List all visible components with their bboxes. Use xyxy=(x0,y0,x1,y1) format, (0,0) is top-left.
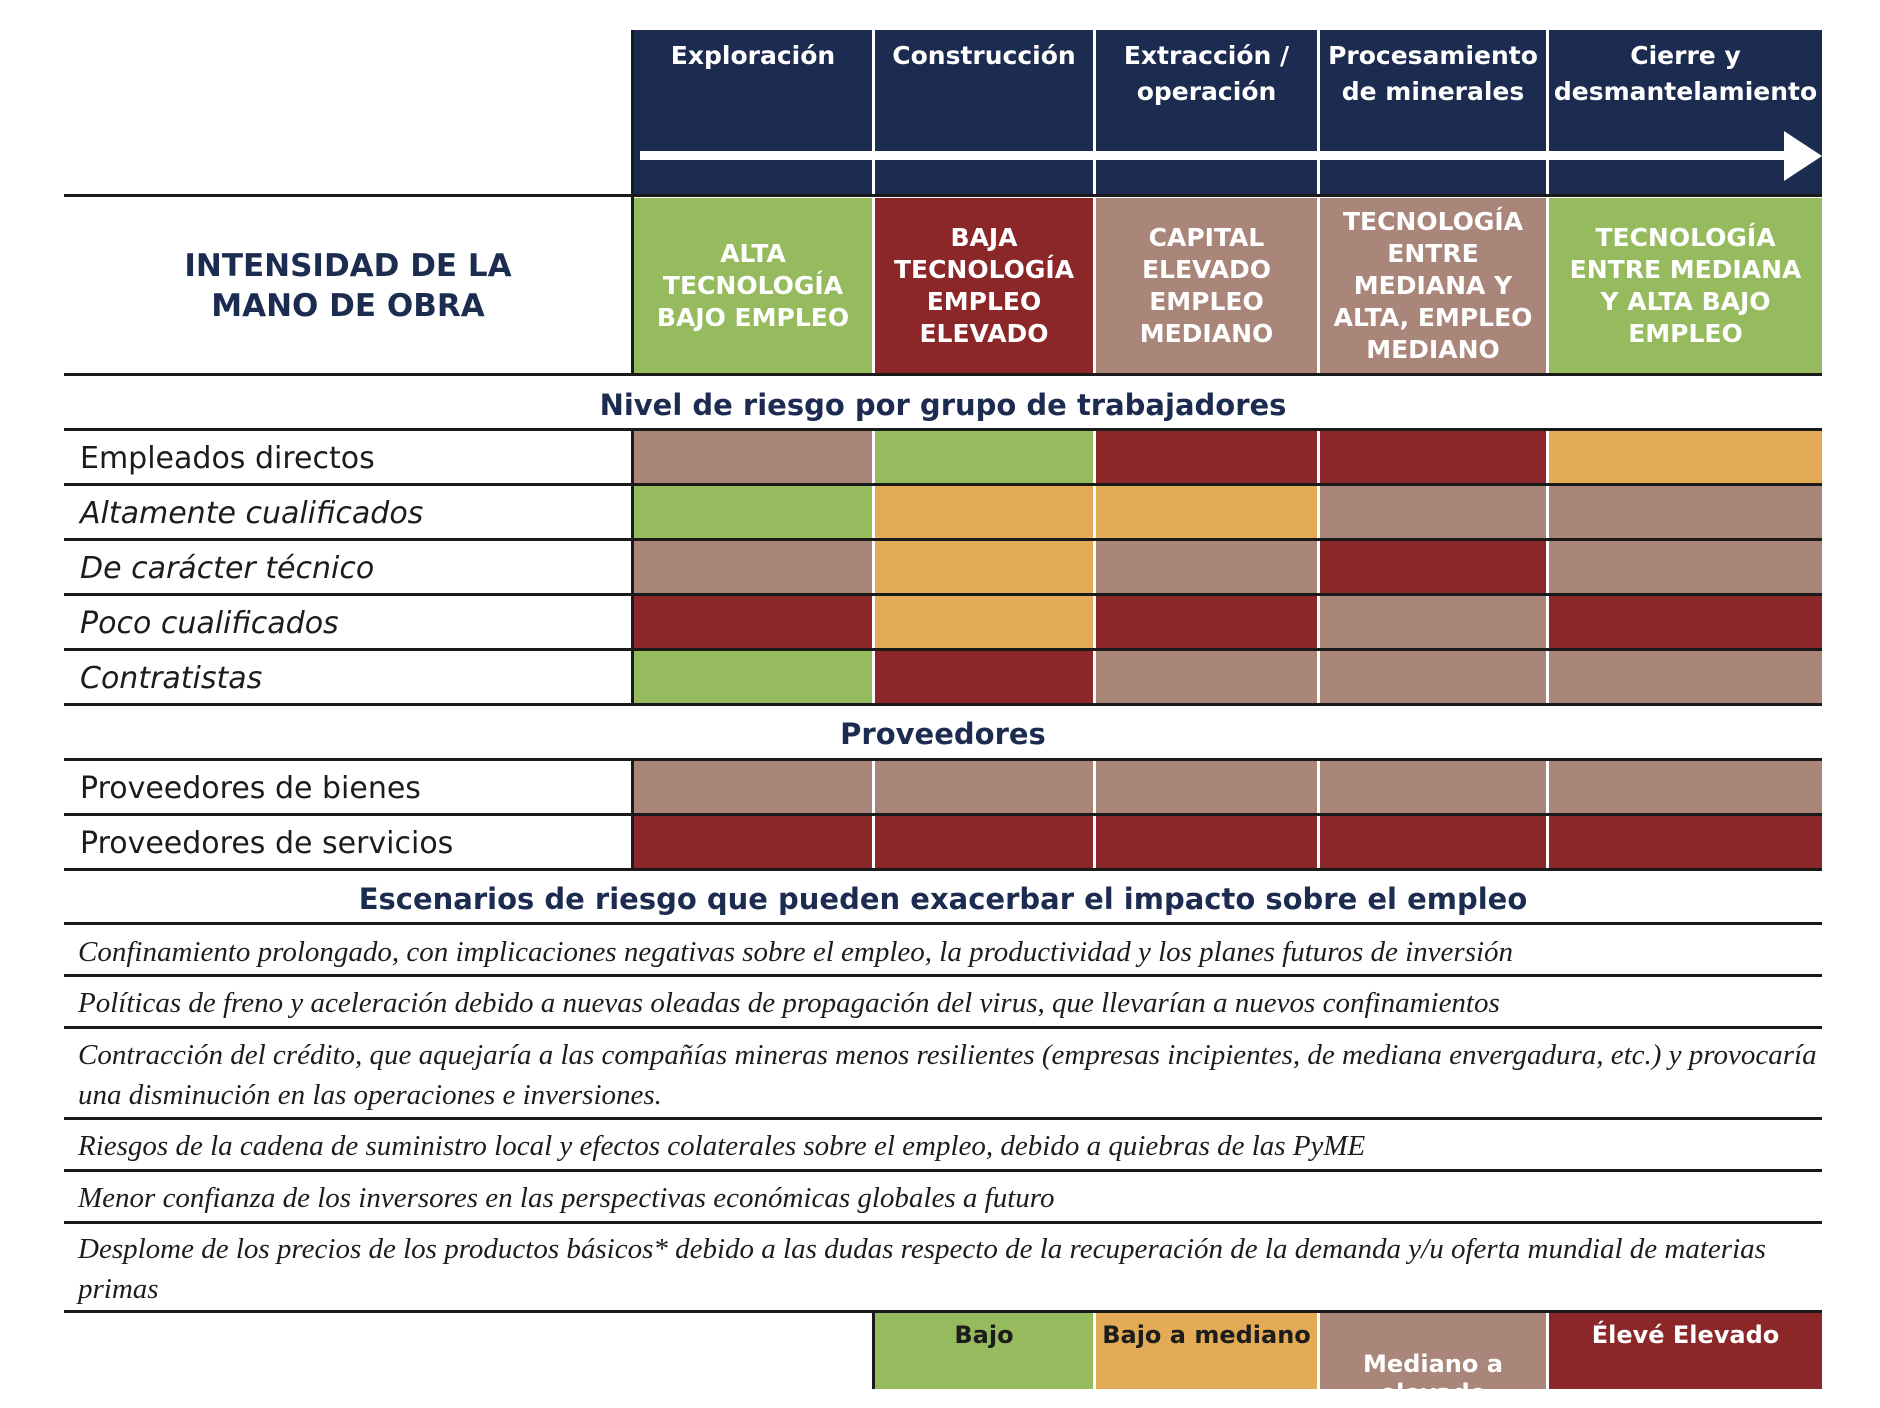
divider xyxy=(64,194,1822,197)
scenario-item: Riesgos de la cadena de suministro local y efectos colaterales sobre el empleo, debido a quiebras de las PyME xyxy=(78,1130,1366,1162)
risk-cell-bajo xyxy=(634,486,872,538)
row-label: De carácter técnico xyxy=(80,551,375,586)
row-label: Empleados directos xyxy=(80,441,375,476)
divider xyxy=(64,373,1822,376)
risk-cell-elevado xyxy=(634,596,872,648)
scenario-item: Menor confianza de los inversores en las perspectivas económicas globales a futuro xyxy=(78,1182,1055,1214)
divider xyxy=(64,922,1822,925)
divider xyxy=(64,868,1822,871)
divider xyxy=(64,1026,1822,1029)
scenario-item: Confinamiento prolongado, con implicaciones negativas sobre el empleo, la productividad y los planes futuros de inversión xyxy=(78,936,1514,968)
stage-procesamiento: Procesamiento de minerales xyxy=(1320,30,1546,195)
risk-cell-bajo-a-mediano xyxy=(1096,486,1317,538)
legend-separator xyxy=(872,1310,875,1389)
intensity-cell: CAPITAL ELEVADO EMPLEO MEDIANO xyxy=(1096,198,1317,373)
risk-cell-mediano-a-elevado xyxy=(1096,651,1317,703)
legend-item-bajo-a-mediano: Bajo a mediano xyxy=(1096,1313,1317,1389)
scenario-item: Políticas de freno y aceleración debido a nuevas oleadas de propagación del virus, que llevarían a nuevos confinamientos xyxy=(78,987,1500,1019)
risk-cell-mediano-a-elevado xyxy=(634,541,872,593)
scenario-item: Contracción del crédito, que aquejaría a las compañías mineras menos resilientes (empresas incipientes, de mediana envergadura, etc.) y provocaría una disminución en las operaciones e inversiones. xyxy=(78,1039,1817,1111)
divider xyxy=(64,974,1822,977)
risk-cell-elevado xyxy=(1320,431,1546,483)
risk-cell-elevado xyxy=(1320,541,1546,593)
divider xyxy=(64,1221,1822,1224)
intensity-cell: TECNOLOGÍA ENTRE MEDIANA Y ALTA, EMPLEO MEDIANO xyxy=(1320,198,1546,373)
stage-construccion: Construcción xyxy=(875,30,1093,195)
label-grid-separator xyxy=(631,30,634,373)
risk-cell-bajo-a-mediano xyxy=(1549,431,1822,483)
risk-cell-bajo xyxy=(634,651,872,703)
risk-cell-mediano-a-elevado xyxy=(1549,651,1822,703)
risk-cell-bajo-a-mediano xyxy=(875,541,1093,593)
row-label: Poco cualificados xyxy=(80,606,339,641)
stage-arrow-icon xyxy=(634,128,1824,188)
legend-item-elevado: Élevé Elevado xyxy=(1549,1313,1822,1389)
risk-cell-mediano-a-elevado xyxy=(1096,541,1317,593)
intensity-title: INTENSIDAD DE LA MANO DE OBRA xyxy=(184,247,512,324)
section-title-scenarios: Escenarios de riesgo que pueden exacerbar el impacto sobre el empleo xyxy=(358,882,1528,916)
intensity-cell: ALTA TECNOLOGÍA BAJO EMPLEO xyxy=(634,198,872,373)
label-grid-separator xyxy=(631,428,634,706)
risk-cell-mediano-a-elevado xyxy=(1320,761,1546,813)
stage-extraccion: Extracción / operación xyxy=(1096,30,1317,195)
row-label: Contratistas xyxy=(80,661,263,696)
intensity-cell: BAJA TECNOLOGÍA EMPLEO ELEVADO xyxy=(875,198,1093,373)
risk-cell-mediano-a-elevado xyxy=(1320,651,1546,703)
section-title-suppliers: Proveedores xyxy=(840,717,1046,751)
row-label: Altamente cualificados xyxy=(80,496,424,531)
row-label: Proveedores de servicios xyxy=(80,826,454,861)
divider xyxy=(64,1117,1822,1120)
divider xyxy=(64,703,1822,706)
label-grid-separator xyxy=(631,758,634,871)
legend-item-bajo: Bajo xyxy=(875,1313,1093,1389)
risk-cell-elevado xyxy=(1549,816,1822,868)
section-title-workers: Nivel de riesgo por grupo de trabajadores xyxy=(599,388,1287,422)
risk-cell-elevado xyxy=(875,816,1093,868)
legend-item-mediano-a-elevado: Mediano a elevado xyxy=(1320,1313,1546,1389)
scenario-item: Desplome de los precios de los productos básicos* debido a las dudas respecto de la recuperación de la demanda y/u oferta mundial de materias primas xyxy=(78,1233,1766,1305)
risk-cell-mediano-a-elevado xyxy=(1320,486,1546,538)
risk-cell-mediano-a-elevado xyxy=(634,431,872,483)
row-label: Proveedores de bienes xyxy=(80,771,421,806)
risk-cell-mediano-a-elevado xyxy=(1549,761,1822,813)
risk-cell-bajo xyxy=(875,431,1093,483)
risk-cell-mediano-a-elevado xyxy=(634,761,872,813)
risk-cell-elevado xyxy=(1096,431,1317,483)
risk-cell-bajo-a-mediano xyxy=(875,596,1093,648)
intensity-cell: TECNOLOGÍA ENTRE MEDIANA Y ALTA BAJO EMPLEO xyxy=(1549,198,1822,373)
stage-cierre: Cierre y desmantelamiento xyxy=(1549,30,1822,195)
risk-cell-elevado xyxy=(1320,816,1546,868)
risk-cell-mediano-a-elevado xyxy=(1549,486,1822,538)
risk-cell-elevado xyxy=(1096,816,1317,868)
risk-cell-elevado xyxy=(1549,596,1822,648)
risk-cell-bajo-a-mediano xyxy=(875,486,1093,538)
risk-cell-mediano-a-elevado xyxy=(1320,596,1546,648)
risk-cell-mediano-a-elevado xyxy=(1549,541,1822,593)
divider xyxy=(64,1169,1822,1172)
risk-cell-elevado xyxy=(1096,596,1317,648)
risk-cell-elevado xyxy=(875,651,1093,703)
risk-cell-mediano-a-elevado xyxy=(875,761,1093,813)
risk-cell-elevado xyxy=(634,816,872,868)
stage-exploracion: Exploración xyxy=(634,30,872,195)
risk-cell-mediano-a-elevado xyxy=(1096,761,1317,813)
